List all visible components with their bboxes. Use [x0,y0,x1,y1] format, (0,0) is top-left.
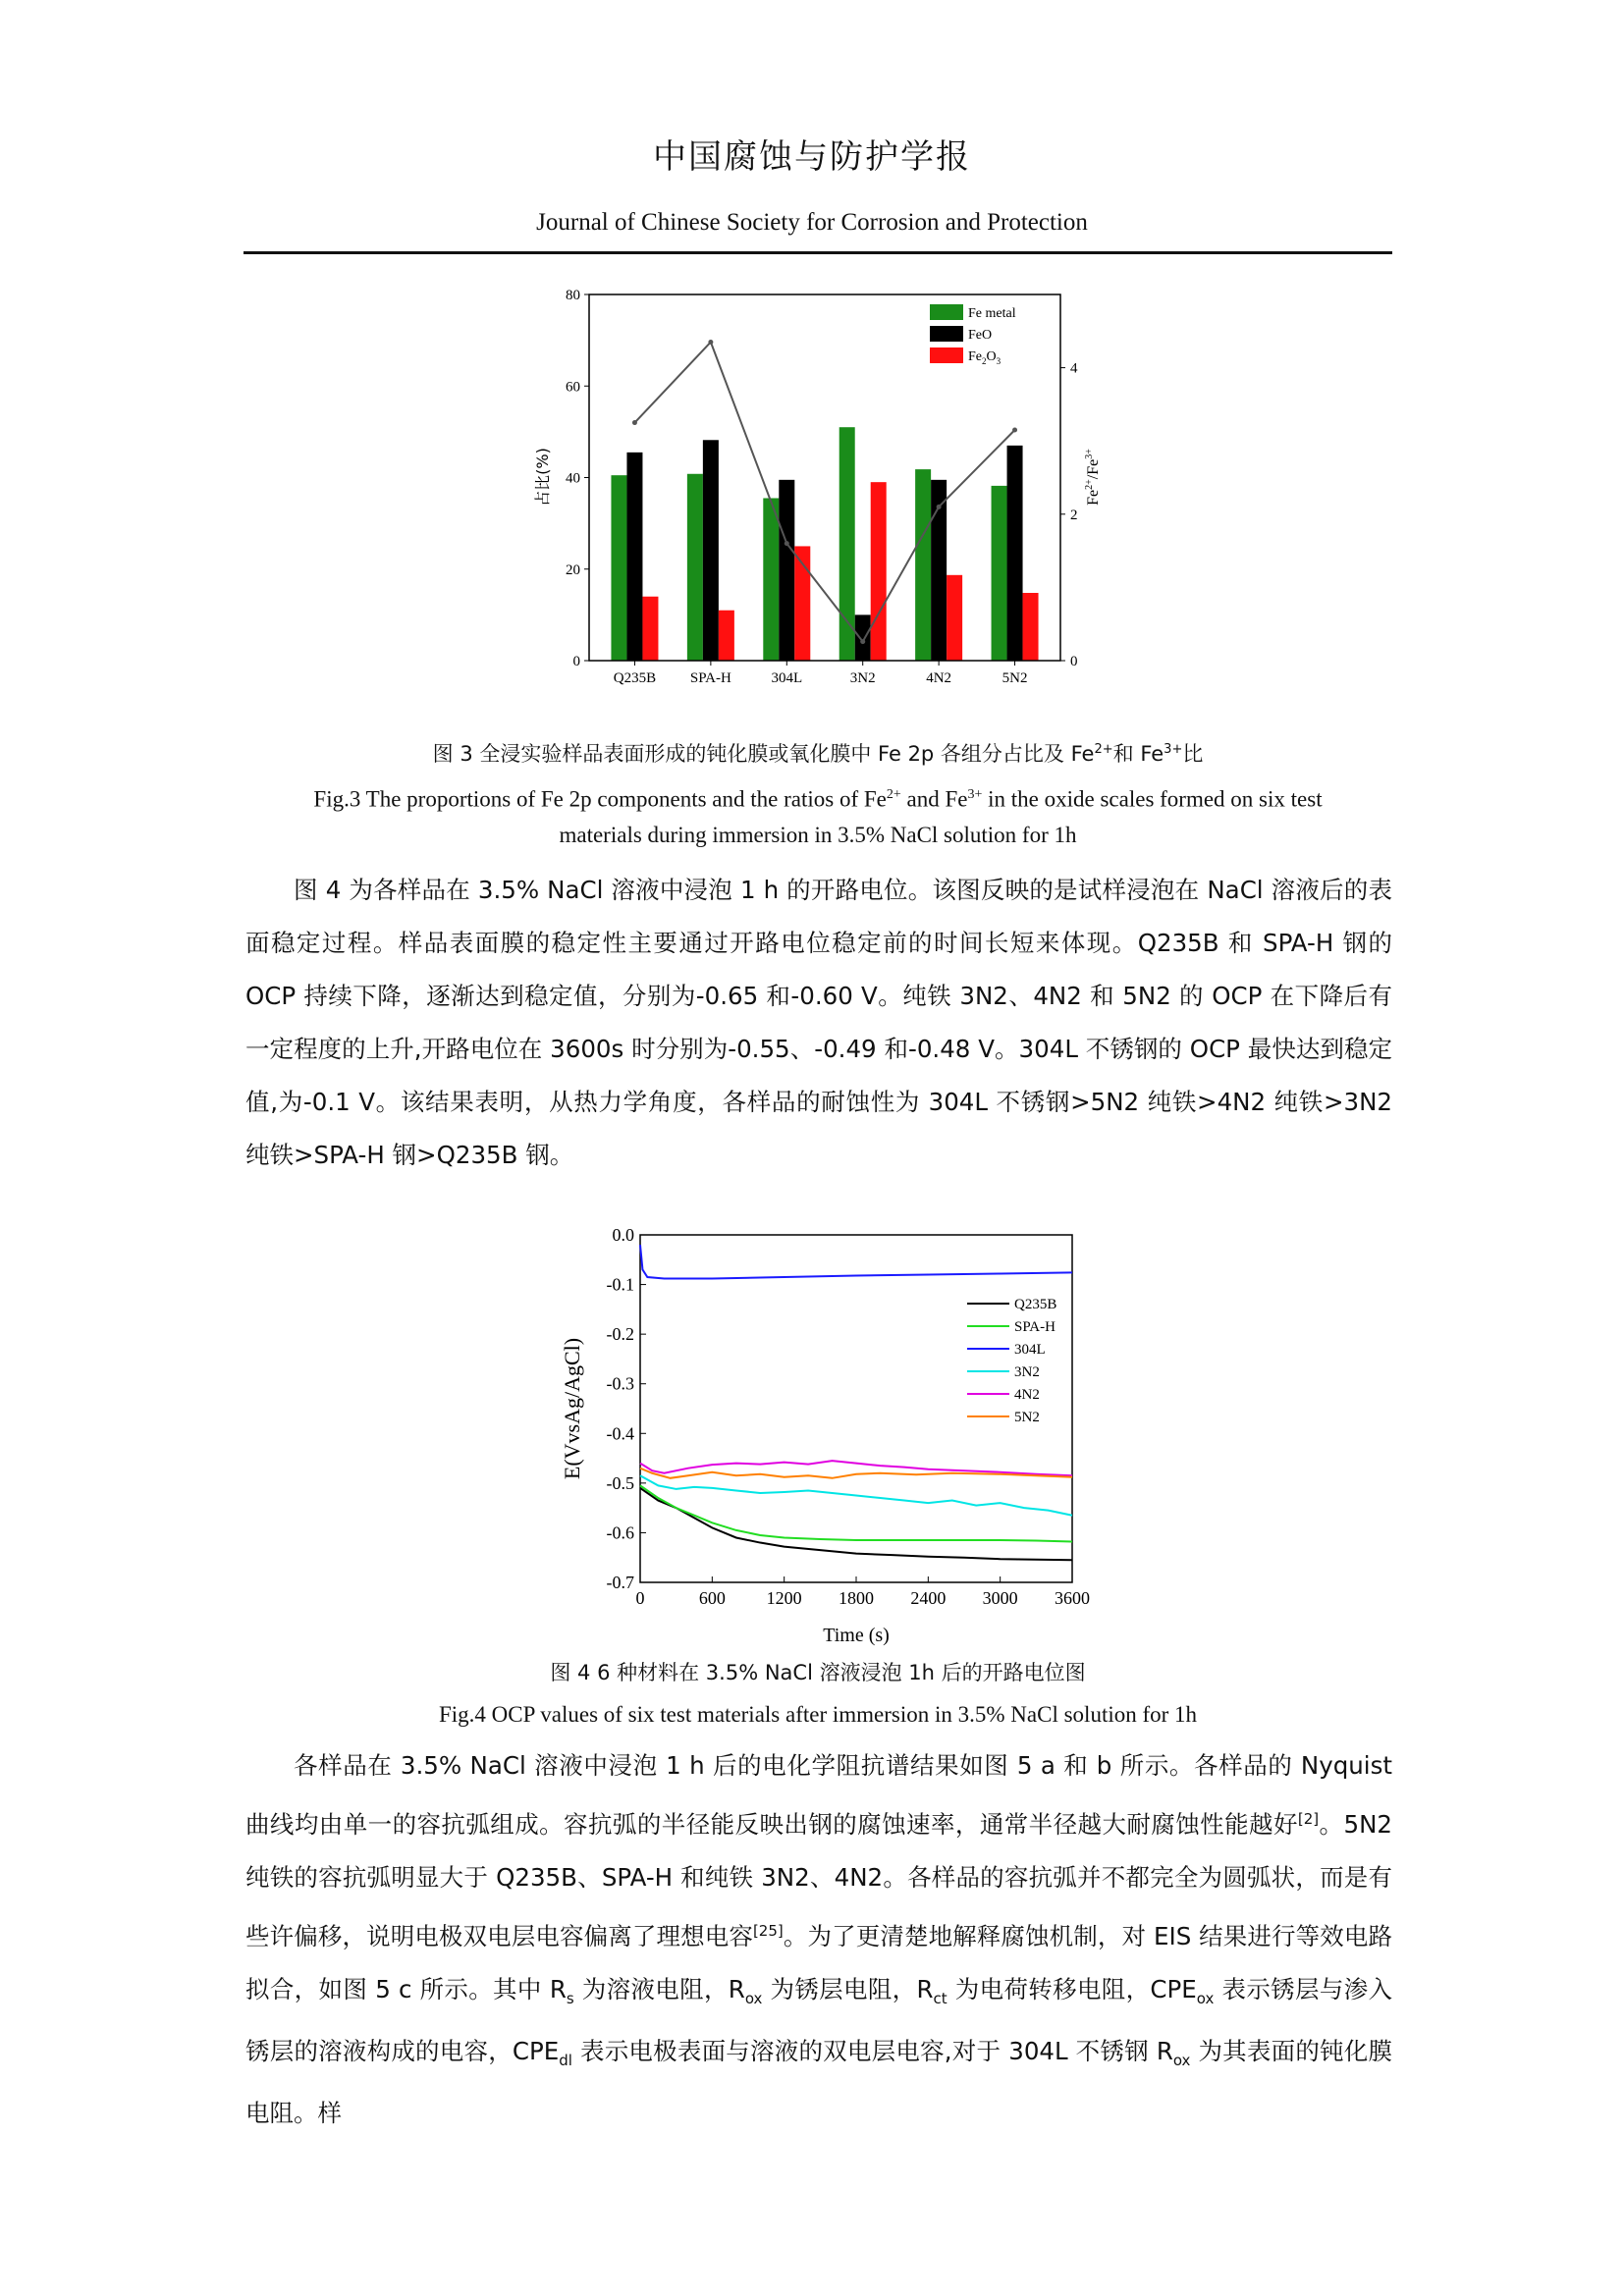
paragraph-eis-discussion: 各样品在 3.5% NaCl 溶液中浸泡 1 h 后的电化学阻抗谱结果如图 5 a 和 b 所示。各样品的 Nyquist 曲线均由单一的容抗弧组成。容抗弧的半径能反映出钢的腐蚀速率，通常半径越大耐腐蚀性能越好[2]。5N2 纯铁的容抗弧明显大于 Q235B、SPA-H 和纯铁 3N2、4N2。各样品的容抗弧并不都完全为圆弧状，而是有些许偏移，说明电极双电层电容偏离了理想电容[25]。为了更清楚地解释腐蚀机制，对 EIS 结果进行等效电路拟合，如图 5 c 所示。其中 $R_s$ 为溶液电阻，$R_{ox}$ 为锈层电阻，$R_{ct}$ 为电荷转移电阻，$CPE_{ox}$ 表示锈层与渗入锈层的溶液构成的电容，$CPE_{dl}$ 表示电极表面与溶液的双电层电容,对于 304L 不锈钢 $R_{ox}$ 为其表面的钝化膜电阻。样 [245,1751,1392,2128]
x-tick-label: 3N2 [849,670,876,686]
bar-fe-metal-q235b [611,475,626,661]
y-tick-label: 0 [572,654,580,669]
bar-fe2o3-q235b [642,597,658,661]
legend-swatch-fe-metal [930,304,963,320]
x-tick-label: 600 [698,1588,726,1608]
paragraph-ocp-discussion: 图 4 为各样品在 3.5% NaCl 溶液中浸泡 1 h 的开路电位。该图反映的是试样浸泡在 NaCl 溶液后的表面稳定过程。样品表面膜的稳定性主要通过开路电位稳定前的时间长短来体现。Q235B 和 SPA-H 钢的 OCP 持续下降，逐渐达到稳定值，分别为-0.65 和-0.60 V。纯铁 3N2、4N2 和 5N2 的 OCP 在下降后有一定程度的上升,开路电位在 3600s 时分别为-0.55、-0.49 和-0.48 V。304L 不锈钢的 OCP 最快达到稳定值,为-0.1 V。该结果表明，从热力学角度，各样品的耐蚀性为 304L 不锈钢>5N2 纯铁>4N2 纯铁>3N2 纯铁>SPA-H 钢>Q235B 钢。 [245,876,1392,1169]
legend-swatch-fe2o3 [930,347,963,363]
ratio-point-4n2 [937,505,942,509]
legend [930,304,1016,366]
y-tick-label: -0.2 [606,1324,634,1345]
y-tick-label: -0.5 [606,1472,634,1493]
bar-feo-304l [779,480,794,661]
bar-feo-5n2 [1007,446,1023,661]
bar-fe-metal-spa-h [687,474,703,661]
legend-label-3n2: 3N2 [1014,1364,1040,1380]
bar-fe-metal-4n2 [915,469,931,661]
y-tick-label: 60 [566,379,580,396]
ratio-point-304l [785,541,789,546]
ratio-point-spa-h [708,340,713,345]
series-line-spa-h [640,1485,1072,1541]
bar-feo-spa-h [703,440,719,661]
legend-swatch-feo [930,326,963,342]
y-tick-label: -0.6 [606,1522,634,1543]
y-tick-label: -0.7 [606,1573,634,1592]
y-tick-label: -0.3 [606,1373,634,1394]
x-tick-label: 3600 [1055,1588,1090,1608]
bar-feo-3n2 [855,614,871,661]
y-axis-label: 占比(%) [533,448,552,507]
journal-title-cn: 中国腐蚀与防护学报 [653,137,971,177]
y-axis-label: E(VvsAg/AgCl) [560,1337,584,1480]
x-tick-label: 4N2 [926,670,952,686]
bar-fe2o3-spa-h [719,611,734,661]
series-line-304l [640,1245,1072,1278]
y-tick-label: 80 [566,288,580,303]
figure-4-line-chart [550,1217,1110,1649]
series-line-q235b [640,1488,1072,1560]
bar-fe2o3-5n2 [1023,593,1039,661]
y-tick-label: -0.4 [606,1423,634,1444]
y-axis-right-label: $Fe^{2+}/Fe^{3+}$ [1084,449,1102,506]
x-tick-label: 3000 [982,1588,1018,1608]
legend-feo: FeO [968,328,993,343]
bar-fe-metal-3n2 [839,427,855,661]
figure-4-caption-cn: 图 4 6 种材料在 3.5% NaCl 溶液浸泡 1h 后的开路电位图 [550,1661,1086,1684]
legend-label-spa-h: SPA-H [1014,1319,1056,1335]
ratio-point-5n2 [1012,428,1017,433]
legend-label-5n2: 5N2 [1014,1410,1040,1425]
legend-label-304l: 304L [1014,1342,1046,1358]
y-tick-label: 40 [566,470,580,487]
bar-fe2o3-4n2 [947,575,962,661]
y-right-tick-label: 2 [1070,507,1078,523]
x-tick-label: Q235B [613,670,657,686]
figure-4-caption-en: Fig.4 OCP values of six test materials after immersion in 3.5% NaCl solution for 1h [438,1702,1198,1727]
y-right-tick-label: 4 [1070,360,1078,377]
x-tick-label: 5N2 [1001,670,1028,686]
y-tick-label: 0.0 [612,1225,634,1245]
figure-3-caption-cn: 图 3 全浸实验样品表面形成的钝化膜或氧化膜中 Fe 2p 各组分占比及 $Fe^{2+}$和 $Fe^{3+}$比 [432,742,1204,766]
x-axis-label: Time (s) [823,1625,890,1646]
x-tick-label: 1800 [839,1588,874,1608]
plot-frame [640,1235,1072,1582]
y-tick-label: -0.1 [606,1274,634,1295]
bar-fe-metal-5n2 [992,486,1007,661]
x-tick-label: 1200 [766,1588,802,1608]
y-right-tick-label: 0 [1070,654,1078,669]
header-rule [244,251,1392,254]
bar-fe2o3-3n2 [871,482,887,661]
legend-fe2o3: $Fe_2O_3$ [968,349,1001,366]
series-line-3n2 [640,1475,1072,1515]
figure-3-bar-chart [530,285,1119,707]
x-tick-label: 304L [771,670,803,686]
x-tick-label: SPA-H [689,670,731,686]
ratio-point-q235b [632,420,637,425]
legend-label-4n2: 4N2 [1014,1387,1040,1403]
ratio-point-3n2 [860,639,865,644]
bar-feo-q235b [626,453,642,661]
x-tick-label: 2400 [910,1588,947,1608]
legend-label-q235b: Q235B [1014,1297,1057,1312]
bar-fe-metal-304l [763,498,779,661]
figure-3-caption-en: Fig.3 The proportions of Fe 2p components and the ratios of $Fe^{2+}$ and $Fe^{3+}$ in the oxide scales formed on six test materials during immersion in 3.5% NaCl solution for 1h [313,786,1323,847]
x-tick-label: 0 [635,1588,645,1608]
y-tick-label: 20 [566,561,580,578]
legend [967,1297,1056,1425]
journal-title-en: Journal of Chinese Society for Corrosion and Protection [536,209,1088,236]
legend-fe-metal: Fe metal [968,306,1016,321]
